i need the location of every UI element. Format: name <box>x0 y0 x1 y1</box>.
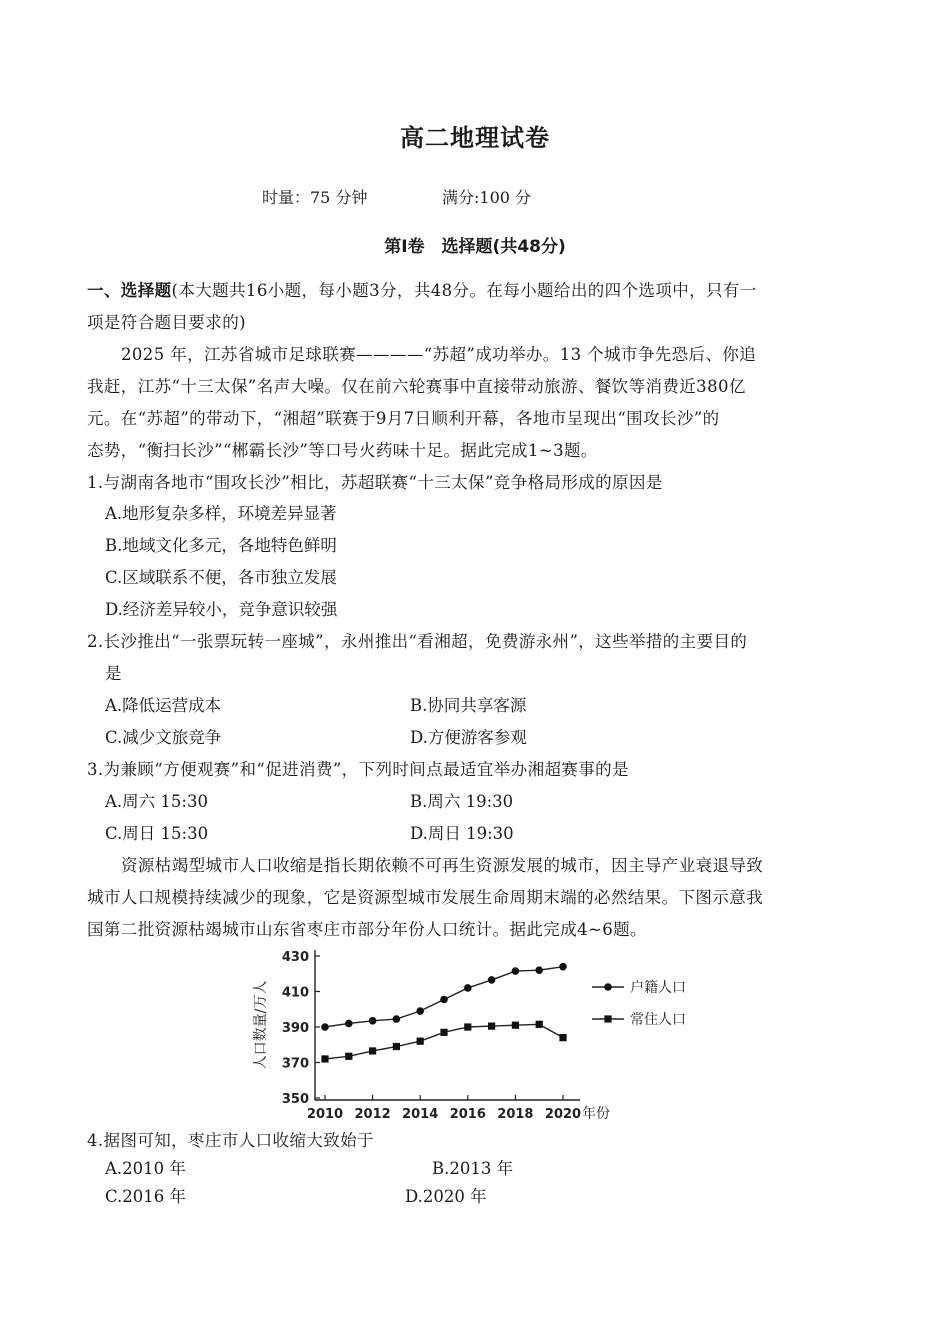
q2-option-d[interactable]: D.方便游客参观 <box>410 728 527 747</box>
data-point-hukou <box>464 984 472 992</box>
legend-marker-circle <box>604 983 612 991</box>
y-ticks <box>282 950 320 1107</box>
legend-label: 常住人口 <box>630 1012 686 1028</box>
part-instructions <box>87 277 757 301</box>
q4-option-d[interactable]: D.2020 年 <box>405 1187 487 1206</box>
passage-2-line: 国第二批资源枯竭城市山东省枣庄市部分年份人口统计。据此完成4~6题。 <box>87 920 647 939</box>
data-point-changzhu <box>488 1023 495 1030</box>
passage-1-line: 我赶，江苏“十三太保”名声大噪。仅在前六轮赛事中直接带动旅游、餐饮等消费近380亿 <box>87 377 746 396</box>
y-tick-label: 410 <box>281 985 309 1001</box>
y-tick-label: 350 <box>281 1092 309 1107</box>
time-limit: 时量：75 分钟 <box>262 188 368 207</box>
legend-marker-square <box>604 1015 611 1022</box>
data-point-hukou <box>369 1017 377 1025</box>
q1-option-a[interactable]: A.地形复杂多样，环境差异显著 <box>105 504 337 523</box>
data-point-changzhu <box>536 1021 543 1028</box>
legend-label: 户籍人口 <box>630 980 686 996</box>
data-point-changzhu <box>440 1029 447 1036</box>
x-tick-label: 2016 <box>449 1107 486 1122</box>
q1-option-b[interactable]: B.地域文化多元，各地特色鲜明 <box>105 536 337 555</box>
part-label: 一、选择题 <box>87 281 172 300</box>
data-point-hukou <box>535 966 543 974</box>
passage-2-line: 城市人口规模持续减少的现象，它是资源型城市发展生命周期末端的必然结果。下图示意我 <box>87 888 763 907</box>
passage-1-line: 元。在“苏超”的带动下，“湘超”联赛于9月7日顺利开幕，各地市呈现出“围攻长沙”的 <box>87 409 720 428</box>
passage-1-line: 态势，“衡扫长沙”“郴霸长沙”等口号火药味十足。据此完成1~3题。 <box>87 441 598 460</box>
data-point-hukou <box>488 976 496 984</box>
passage-2-line: 资源枯竭型城市人口收缩是指长期依赖不可再生资源发展的城市，因主导产业衰退导致 <box>121 856 764 875</box>
q4-option-a[interactable]: A.2010 年 <box>105 1159 186 1178</box>
q2-option-a[interactable]: A.降低运营成本 <box>105 696 222 715</box>
data-point-hukou <box>416 1007 424 1015</box>
question-3-stem: 3.为兼顾“方便观赛”和“促进消费”，下列时间点最适宜举办湘超赛事的是 <box>87 760 629 779</box>
x-axis-label: 年份 <box>582 1106 610 1122</box>
data-point-changzhu <box>464 1023 471 1030</box>
q3-option-c[interactable]: C.周日 15:30 <box>105 824 209 843</box>
q3-option-b[interactable]: B.周六 19:30 <box>410 792 514 811</box>
data-point-changzhu <box>321 1055 328 1062</box>
x-tick-label: 2010 <box>306 1107 344 1122</box>
chart-series <box>321 963 567 1063</box>
data-point-hukou <box>512 967 520 975</box>
question-2-stem: 2.长沙推出“一张票玩转一座城”，永州推出“看湘超，免费游永州”，这些举措的主要目的 <box>87 632 748 651</box>
data-point-hukou <box>559 963 567 971</box>
passage-1-line: 2025 年，江苏省城市足球联赛————“苏超”成功举办。13 个城市争先恐后、你追 <box>121 345 757 364</box>
full-score: 满分:100 分 <box>442 188 532 207</box>
q4-option-b[interactable]: B.2013 年 <box>432 1159 514 1178</box>
data-point-changzhu <box>559 1034 566 1041</box>
data-point-hukou <box>321 1023 329 1031</box>
population-chart-svg <box>240 938 710 1123</box>
q3-option-a[interactable]: A.周六 15:30 <box>105 792 208 811</box>
data-point-changzhu <box>345 1053 352 1060</box>
q1-option-d[interactable]: D.经济差异较小，竞争意识较强 <box>105 600 338 619</box>
part-desc-cont: 项是符合题目要求的) <box>87 313 246 332</box>
data-point-changzhu <box>393 1043 400 1050</box>
q1-option-c[interactable]: C.区域联系不便，各市独立发展 <box>105 568 337 587</box>
section-heading: 第Ⅰ卷 选择题(共48分) <box>384 237 566 257</box>
q2-option-b[interactable]: B.协同共享客源 <box>410 696 527 715</box>
q3-option-d[interactable]: D.周日 19:30 <box>410 824 514 843</box>
data-point-changzhu <box>417 1038 424 1045</box>
population-chart <box>240 938 710 1123</box>
x-tick-label: 2018 <box>497 1107 534 1122</box>
x-ticks <box>307 1095 581 1122</box>
x-tick-label: 2020 <box>544 1107 582 1122</box>
y-tick-label: 390 <box>281 1021 309 1036</box>
data-point-changzhu <box>369 1047 376 1054</box>
q2-option-c[interactable]: C.减少文旅竞争 <box>105 728 222 747</box>
data-point-hukou <box>440 996 448 1004</box>
data-point-hukou <box>345 1020 353 1028</box>
data-point-hukou <box>393 1015 401 1023</box>
x-tick-label: 2014 <box>402 1107 439 1122</box>
y-tick-label: 430 <box>281 950 309 965</box>
question-1-stem: 1.与湖南各地市“围攻长沙”相比，苏超联赛“十三太保”竞争格局形成的原因是 <box>87 473 663 492</box>
question-2-stem-cont: 是 <box>105 664 122 683</box>
exam-title: 高二地理试卷 <box>400 124 550 152</box>
part-desc: (本大题共16小题，每小题3分，共48分。在每小题给出的四个选项中，只有一 <box>171 281 757 300</box>
y-axis-label: 人口数量/万人 <box>253 980 269 1070</box>
x-tick-label: 2012 <box>354 1107 391 1122</box>
q4-option-c[interactable]: C.2016 年 <box>105 1187 187 1206</box>
data-point-changzhu <box>512 1022 519 1029</box>
question-4-stem: 4.据图可知，枣庄市人口收缩大致始于 <box>87 1131 374 1150</box>
y-tick-label: 370 <box>281 1056 309 1072</box>
chart-legend <box>592 980 686 1028</box>
